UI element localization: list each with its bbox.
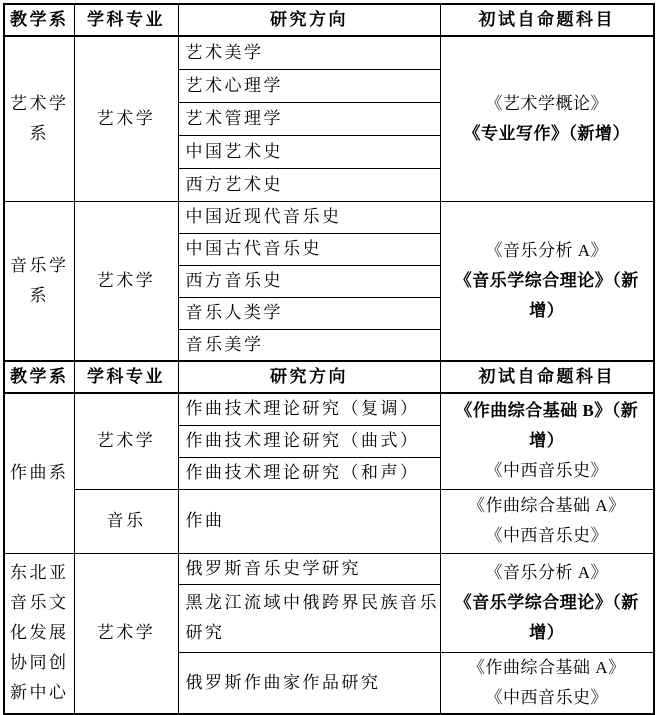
dept-cell-composition: 作曲系 [4,393,74,553]
exam-subject-line: 《艺术学概论》 [485,93,608,113]
direction-cell: 艺术管理学 [178,102,440,135]
header-subjects: 初试自命题科目 [440,4,654,36]
major-cell: 艺术学 [74,393,178,489]
table-header-row-repeat [4,361,654,393]
table-row [4,36,654,69]
exam-subject-line: 《作曲综合基础 A》 [467,657,626,677]
direction-cell: 艺术美学 [178,36,440,69]
exam-subject-line: 《中西音乐史》 [485,461,608,481]
exam-subjects-cell [440,393,654,489]
direction-cell: 俄罗斯作曲家作品研究 [178,652,440,714]
table-row [4,393,654,425]
exam-subjects-cell [440,36,654,201]
header-direction: 研究方向 [178,361,440,393]
direction-cell: 作曲技术理论研究（曲式） [178,425,440,457]
exam-subject-line: 《中西音乐史》 [485,687,608,707]
exam-subject-line-new: 《音乐学综合理论》（新增） [454,270,639,320]
dept-cell-art: 艺术学系 [4,36,74,201]
header-dept: 教学系 [4,4,74,36]
exam-subject-line: 《音乐分析 A》 [485,240,609,260]
header-subjects: 初试自命题科目 [440,361,654,393]
exam-subjects-cell [440,201,654,361]
header-major: 学科专业 [74,4,178,36]
table-header-row [4,4,654,36]
header-dept: 教学系 [4,361,74,393]
major-cell: 艺术学 [74,553,178,714]
major-cell: 艺术学 [74,36,178,201]
direction-cell: 艺术心理学 [178,69,440,102]
major-cell: 音乐 [74,489,178,553]
exam-subjects-cell [440,553,654,652]
exam-subjects-cell [440,652,654,714]
dept-cell-ne-asia: 东北亚音乐文化发展协同创新中心 [4,553,74,714]
table-row [4,553,654,584]
direction-cell: 西方音乐史 [178,265,440,297]
exam-subjects-cell [440,489,654,553]
exam-subject-line-new: 《专业写作》（新增） [463,123,630,143]
direction-cell: 中国近现代音乐史 [178,201,440,233]
major-cell: 艺术学 [74,201,178,361]
exam-subject-line: 《作曲综合基础 A》 [467,496,626,515]
direction-cell: 音乐美学 [178,329,440,361]
direction-cell: 中国艺术史 [178,135,440,168]
dept-cell-music: 音乐学系 [4,201,74,361]
admission-subjects-table [3,3,655,715]
table-row [4,201,654,233]
direction-cell: 中国古代音乐史 [178,233,440,265]
exam-subject-line-new: 《音乐学综合理论》（新增） [454,592,639,642]
direction-cell: 作曲技术理论研究（和声） [178,457,440,489]
direction-cell: 黑龙江流域中俄跨界民族音乐研究 [178,584,440,652]
direction-cell: 音乐人类学 [178,297,440,329]
header-major: 学科专业 [74,361,178,393]
direction-cell: 俄罗斯音乐史学研究 [178,553,440,584]
header-direction: 研究方向 [178,4,440,36]
exam-subject-line: 《音乐分析 A》 [485,562,609,582]
direction-cell: 西方艺术史 [178,168,440,201]
exam-subject-line: 《中西音乐史》 [485,526,608,545]
direction-cell: 作曲技术理论研究（复调） [178,393,440,425]
direction-cell: 作曲 [178,489,440,553]
exam-subject-line-new: 《作曲综合基础 B》（新增） [455,401,639,451]
table-row [4,489,654,553]
